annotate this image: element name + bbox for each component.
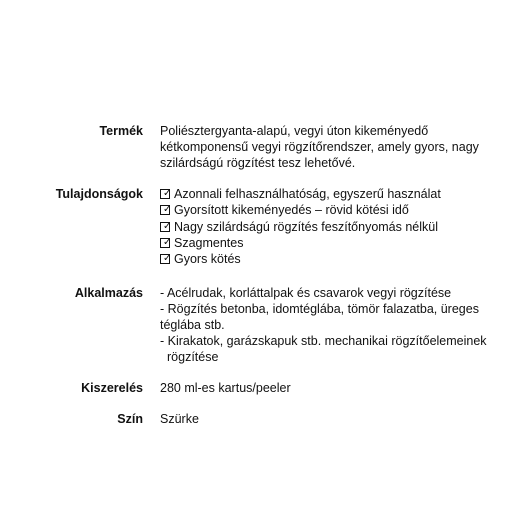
application-line: - Acélrudak, korláttalpak és csavarok vegyi rögzítése	[160, 286, 452, 301]
content-alkalmazas	[160, 285, 512, 365]
termek-line: szilárdságú rögzítést tesz lehetővé.	[160, 156, 356, 170]
application-line: téglába stb.	[160, 318, 225, 333]
property-text: Nagy szilárdságú rögzítés feszítőnyomás nélkül	[174, 219, 439, 234]
property-text: Gyors kötés	[174, 252, 241, 267]
property-item	[160, 202, 512, 218]
property-item	[160, 251, 512, 267]
termek-line: Poliésztergyanta-alapú, vegyi úton kikeményedő	[160, 124, 429, 138]
label-alkalmazas: Alkalmazás	[74, 286, 143, 301]
label-kiszereles: Kiszerelés	[81, 381, 143, 396]
row-alkalmazas	[0, 285, 524, 365]
checked-box-icon: ✓	[160, 189, 170, 199]
application-line: rögzítése	[167, 350, 219, 365]
application-line: - Rögzítés betonba, idomtéglába, tömör falazatba, üreges	[160, 302, 479, 317]
product-spec-table	[0, 123, 524, 427]
checked-box-icon: ✓	[160, 222, 170, 232]
label-szin: Szín	[117, 412, 143, 427]
content-szin: Szürke	[160, 412, 199, 427]
content-termek	[160, 123, 512, 171]
label-tulajdonsagok: Tulajdonságok	[55, 187, 143, 201]
property-text: Szagmentes	[174, 236, 244, 251]
termek-line: kétkomponensű vegyi rögzítőrendszer, amely gyors, nagy	[160, 140, 479, 154]
content-kiszereles: 280 ml-es kartus/peeler	[160, 381, 291, 396]
content-tulajdonsagok	[160, 186, 512, 267]
checked-box-icon: ✓	[160, 254, 170, 264]
row-kiszereles	[0, 380, 524, 396]
property-item	[160, 186, 512, 202]
row-szin	[0, 411, 524, 427]
checked-box-icon: ✓	[160, 205, 170, 215]
property-item	[160, 235, 512, 251]
property-text: Azonnali felhasználhatóság, egyszerű használat	[174, 187, 441, 202]
label-termek: Termék	[99, 124, 143, 138]
property-item	[160, 219, 512, 235]
property-text: Gyorsított kikeményedés – rövid kötési idő	[174, 203, 409, 218]
row-tulajdonsagok	[0, 186, 524, 267]
row-termek	[0, 123, 524, 171]
application-line: - Kirakatok, garázskapuk stb. mechanikai rögzítőelemeinek	[160, 334, 487, 349]
checked-box-icon: ✓	[160, 238, 170, 248]
